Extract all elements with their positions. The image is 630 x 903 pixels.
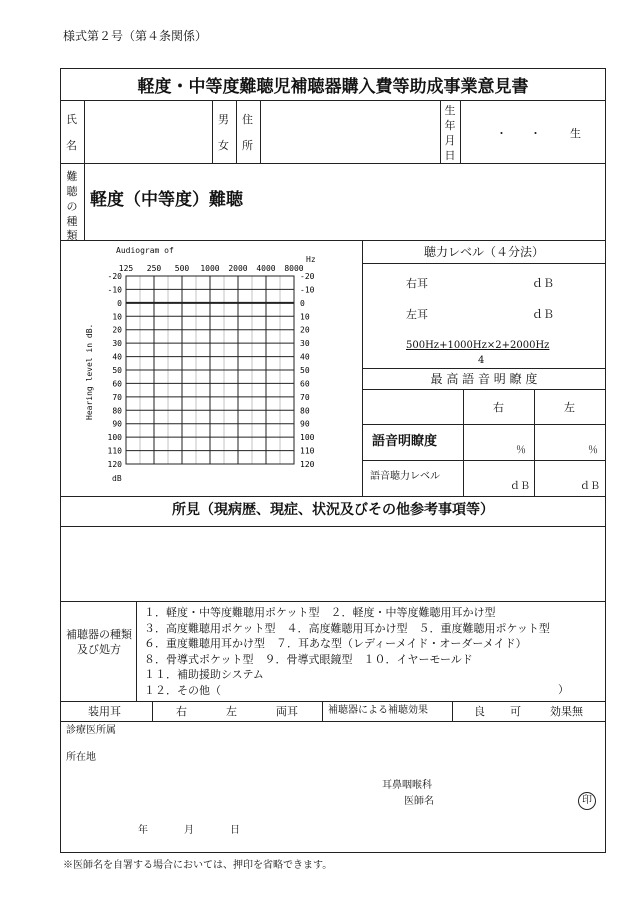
seal-mark: 印	[578, 792, 596, 810]
ear-right: 右	[176, 705, 187, 718]
form-title: 軽度・中等度難聴児補聴器購入費等助成事業意見書	[137, 77, 529, 97]
right-ear-label: 右耳	[406, 277, 428, 290]
audiogram-db-label-right: 110	[300, 446, 315, 456]
speech-clarity-label: 語音明瞭度	[372, 434, 438, 449]
audiogram-db-label-right: 10	[300, 312, 310, 322]
audiogram-db-unit: dB	[112, 474, 122, 483]
speech-left-label: 左	[564, 401, 575, 414]
audiogram-freq-label: 1000	[200, 264, 220, 273]
date-year: 年	[138, 825, 148, 836]
audiogram-db-label-left: 110	[107, 446, 122, 456]
doctor-name-label: 医師名	[404, 796, 434, 807]
audiogram-freq-label: 2000	[228, 264, 248, 273]
audiogram-db-label-right: 70	[300, 392, 310, 402]
audiogram-db-label-left: 40	[112, 352, 122, 362]
form-number: 様式第２号（第４条関係）	[63, 29, 208, 43]
audiogram-db-label-right: 120	[300, 460, 315, 469]
audiogram-db-label-right: 30	[300, 339, 310, 349]
audiogram-db-label-left: 0	[117, 298, 122, 308]
effect-good: 良	[474, 705, 485, 718]
aid-option-line: １．軽度・中等度難聴用ポケット型 ２．軽度・中等度難聴用耳かけ型	[144, 606, 496, 619]
aid-option-line: ８．骨導式ポケット型 ９．骨導式眼鏡型 １０．イヤーモールド	[144, 652, 473, 666]
audiogram-db-label-left: 80	[112, 406, 122, 416]
ear-label: 装用耳	[88, 705, 121, 718]
audiogram-db-label-left: 10	[112, 312, 122, 322]
audiogram-db-label-left: 60	[112, 379, 122, 389]
birth-dot-1: ・	[496, 127, 507, 140]
effect-ok: 可	[510, 705, 521, 718]
aid-option-line: １１．補助援助システム	[144, 668, 264, 681]
speech-level-left-unit: ｄＢ	[580, 481, 600, 492]
ear-both: 両耳	[276, 705, 298, 718]
right-ear-unit: ｄＢ	[532, 277, 554, 290]
audiogram-freq-label: 4000	[256, 264, 276, 273]
doctor-dept: 耳鼻咽喉科	[382, 780, 432, 791]
sex-label-male: 男	[218, 113, 229, 126]
audiogram-freq-label: 8000	[284, 264, 304, 273]
effect-none: 効果無	[550, 705, 583, 718]
audiogram-freq-label: 500	[174, 264, 190, 273]
audiogram-db-label-left: 100	[107, 433, 122, 443]
audiogram-db-label-right: -20	[300, 272, 315, 281]
doctor-affiliation-label: 診療医所属	[66, 725, 116, 736]
aid-label: 補聴器の種類及び処方	[66, 628, 132, 657]
audiogram-db-label-right: 20	[300, 325, 310, 335]
audiogram-title: Audiogram of	[116, 246, 174, 255]
aid-option-line: １２．その他（	[144, 683, 221, 697]
aid-option-line: ６．重度難聴用耳かけ型 ７．耳あな型（レディーメイド・オーダーメイド）	[144, 637, 527, 650]
effect-label: 補聴器による補聴効果	[328, 705, 428, 716]
audiogram-db-label-left: 120	[107, 460, 122, 469]
left-ear-label: 左耳	[406, 308, 428, 321]
audiogram-freq-label: 125	[118, 264, 134, 273]
audiogram-db-label-left: 50	[112, 366, 122, 375]
audiogram-ylabel: Hearing level in dB.	[85, 323, 94, 420]
aid-option-line: ３．高度難聴用ポケット型 ４．高度難聴用耳かけ型 ５．重度難聴用ポケット型	[144, 621, 550, 635]
audiogram-db-label-left: 70	[112, 392, 122, 402]
address-label: 住	[242, 113, 253, 126]
aid-other-close: ）	[558, 683, 569, 696]
audiogram-db-label-right: 40	[300, 352, 310, 362]
hearing-type-value: 軽度（中等度）難聴	[90, 190, 243, 210]
audiogram-db-label-left: -20	[107, 272, 122, 281]
audiogram-chart	[84, 255, 334, 483]
birth-dot-2: ・	[530, 127, 541, 140]
audiogram-db-label-right: 100	[300, 433, 315, 443]
speech-right-label: 右	[493, 401, 504, 414]
birth-suffix: 生	[570, 127, 581, 140]
address-label-2: 所	[242, 139, 253, 152]
sex-label-female: 女	[218, 139, 229, 152]
aid-options	[144, 605, 550, 698]
speech-title: 最 高 語 音 明 瞭 度	[430, 372, 538, 386]
opinion-title: 所見（現病歴、現症、状況及びその他参考事項等）	[172, 502, 494, 518]
formula-denominator: 4	[478, 355, 485, 366]
audiogram-db-label-right: 80	[300, 406, 310, 416]
audiogram-db-label-right: 50	[300, 366, 310, 375]
speech-level-right-unit: ｄＢ	[510, 481, 530, 492]
audiogram-db-label-left: 90	[112, 419, 122, 429]
speech-clarity-left-unit: ％	[588, 445, 598, 456]
doctor-address-label: 所在地	[66, 752, 96, 763]
left-ear-unit: ｄＢ	[532, 308, 554, 321]
hearing-type-label: 難 聴 の 種 類	[66, 170, 78, 243]
audiogram-db-label-right: 0	[300, 298, 305, 308]
audiogram-db-label-left: 30	[112, 339, 122, 349]
audiogram-hz: Hz	[306, 255, 316, 264]
name-label-2: 名	[66, 139, 77, 152]
footnote: ※医師名を自署する場合においては、押印を省略できます。	[63, 860, 333, 871]
birth-label: 生 年 月 日	[444, 104, 456, 162]
speech-level-label: 語音聴力レベル	[370, 471, 440, 482]
audiogram-db-label-left: -10	[107, 285, 122, 295]
ear-left: 左	[226, 705, 237, 718]
audiogram-freq-label: 250	[146, 264, 162, 273]
audiogram-db-label-right: 60	[300, 379, 310, 389]
audiogram-db-label-left: 20	[112, 325, 122, 335]
hearing-level-title: 聴力レベル（４分法）	[423, 245, 544, 259]
speech-clarity-right-unit: ％	[516, 445, 526, 456]
audiogram-db-label-right: 90	[300, 419, 310, 429]
audiogram-db-label-right: -10	[300, 285, 315, 295]
name-label: 氏	[66, 113, 77, 126]
formula-numerator: 500Hz+1000Hz×2+2000Hz	[406, 340, 550, 351]
date-day: 日	[230, 825, 240, 836]
date-month: 月	[184, 825, 194, 836]
